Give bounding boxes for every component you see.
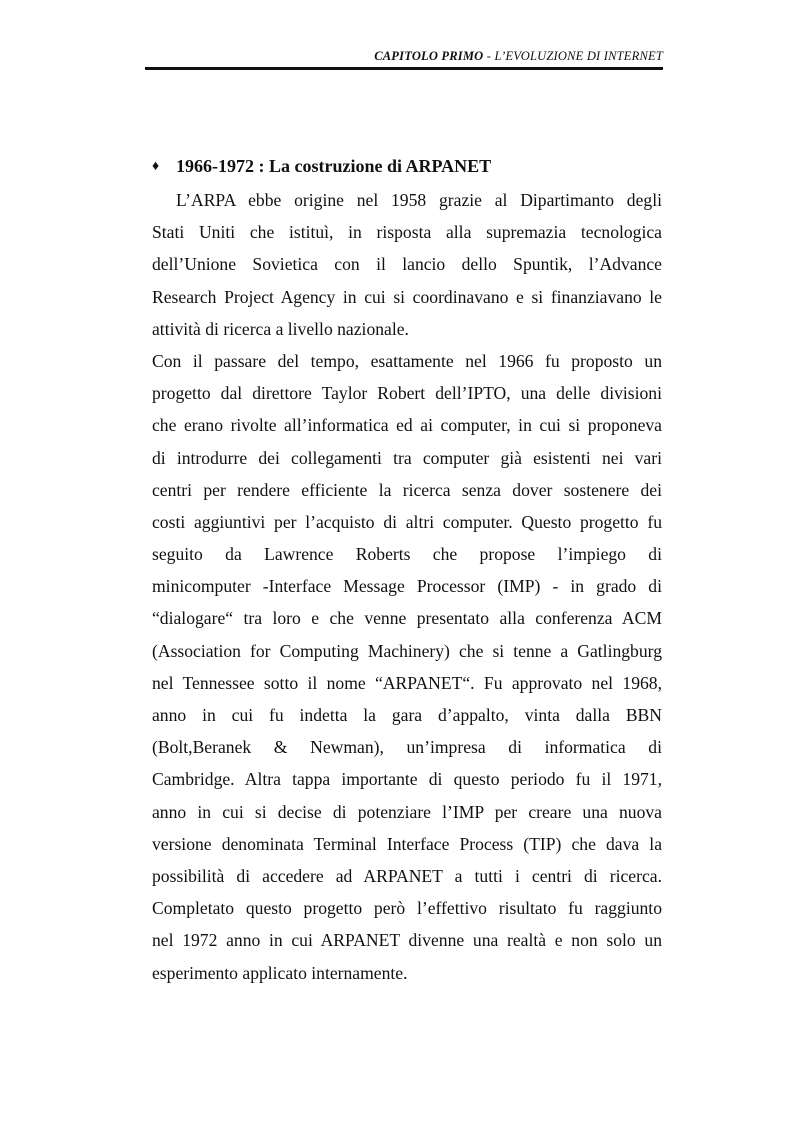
running-header [145, 48, 663, 64]
paragraph-line: Completato questo progetto però l’effettivo risultato fu raggiunto [152, 898, 662, 919]
paragraph-line: versione denominata Terminal Interface Process (TIP) che dava la [152, 833, 662, 854]
chapter-label: CAPITOLO PRIMO [374, 49, 484, 63]
paragraph-line: Con il passare del tempo, esattamente nel 1966 fu proposto un [152, 350, 662, 371]
header-rule [145, 67, 663, 70]
paragraph-line: (Bolt,Beranek & Newman), un’impresa di informatica di [152, 737, 662, 758]
body-text [152, 184, 662, 989]
paragraph-line: (Association for Computing Machinery) che si tenne a Gatlingburg [152, 640, 662, 661]
paragraph-line: Research Project Agency in cui si coordinavano e si finanziavano le [152, 286, 662, 307]
paragraph-line: “dialogare“ tra loro e che venne presentato alla conferenza ACM [152, 608, 662, 629]
section-title: 1966-1972 : La costruzione di ARPANET [176, 156, 492, 176]
paragraph-line: che erano rivolte all’informatica ed ai computer, in cui si proponeva [152, 415, 662, 436]
paragraph-line: attività di ricerca a livello nazionale. [152, 318, 409, 339]
paragraph-line: possibilità di accedere ad ARPANET a tutti i centri di ricerca. [152, 865, 662, 886]
paragraph-line: di introdurre dei collegamenti tra computer già esistenti nei vari [152, 447, 662, 468]
paragraph-line: minicomputer -Interface Message Processor (IMP) - in grado di [152, 576, 662, 597]
section-heading [152, 154, 662, 179]
paragraph-line: Stati Uniti che istituì, in risposta alla supremazia tecnologica [152, 222, 662, 243]
chapter-subtitle: L’EVOLUZIONE DI INTERNET [494, 49, 663, 63]
paragraph-line: anno in cui fu indetta la gara d’appalto, vinta dalla BBN [152, 705, 662, 725]
paragraph-line: costi aggiuntivi per l’acquisto di altri computer. Questo progetto fu [152, 511, 662, 532]
paragraph-line: L’ARPA ebbe origine nel 1958 grazie al Dipartimanto degli [176, 190, 662, 210]
paragraph-line: nel Tennessee sotto il nome “ARPANET“. Fu approvato nel 1968, [152, 672, 662, 693]
paragraph-line: dell’Unione Sovietica con il lancio dello Spuntik, l’Advance [152, 254, 662, 275]
paragraph-line: nel 1972 anno in cui ARPANET divenne una realtà e non solo un [152, 930, 662, 951]
header-separator: - [483, 49, 495, 63]
paragraph-line: progetto dal direttore Taylor Robert dell’IPTO, una delle divisioni [152, 383, 662, 404]
paragraph-line: esperimento applicato internamente. [152, 962, 408, 983]
diamond-bullet-icon: ♦ [152, 159, 160, 174]
paragraph-line: centri per rendere efficiente la ricerca senza dover sostenere dei [152, 479, 662, 500]
paragraph-line: seguito da Lawrence Roberts che propose l’impiego di [152, 544, 662, 565]
paragraph-line: anno in cui si decise di potenziare l’IMP per creare una nuova [152, 801, 662, 822]
paragraph-line: Cambridge. Altra tappa importante di questo periodo fu il 1971, [152, 769, 662, 790]
